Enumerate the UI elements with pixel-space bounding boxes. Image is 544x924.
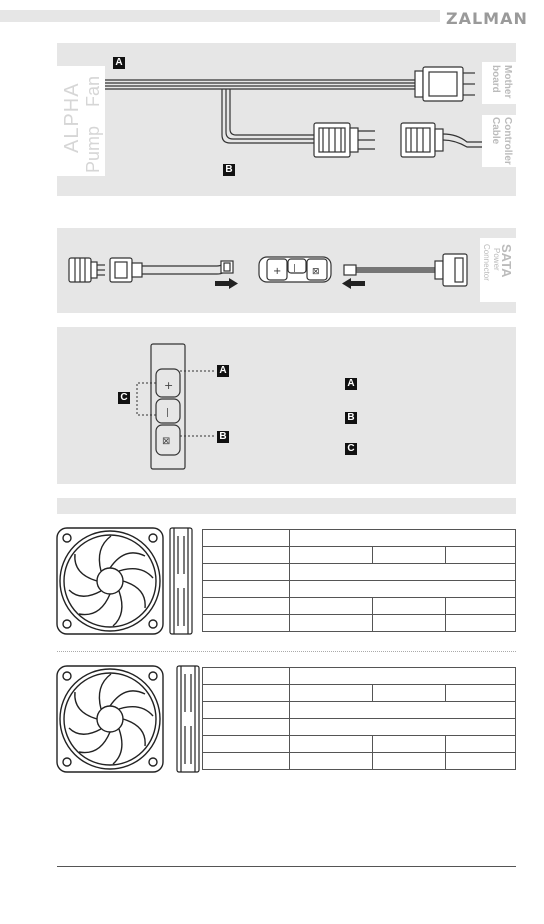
table-row — [203, 719, 516, 736]
minus-icon: | — [166, 408, 170, 418]
button-tag-a: A — [217, 365, 229, 377]
table-row — [203, 564, 516, 581]
side-label-pump: Pump — [83, 125, 103, 173]
spec-divider — [57, 651, 516, 652]
fan-front-1 — [55, 526, 165, 636]
spec-section-bar — [57, 498, 516, 514]
fan-front-2 — [55, 664, 165, 774]
table-row — [203, 753, 516, 770]
controller-wiring-diagram — [57, 228, 516, 313]
controller-label-line1: Controller — [502, 117, 513, 165]
motherboard-label-line1: Mother — [502, 65, 513, 99]
header-bar — [0, 10, 440, 22]
side-label-alpha: ALPHA — [61, 82, 83, 153]
legend-tag-c: C — [345, 443, 357, 455]
mode-icon: ⊠ — [162, 436, 171, 447]
controller-button-diagram — [57, 327, 516, 484]
table-row — [203, 547, 516, 564]
controller-wiring-panel — [57, 228, 516, 313]
table-row — [203, 530, 516, 547]
sata-label-line3: Connector — [482, 244, 491, 281]
fan-spec-table-2 — [202, 667, 516, 770]
table-row — [203, 581, 516, 598]
controller-label-line2: Cable — [490, 117, 501, 145]
arrow-right-icon — [215, 278, 238, 289]
hub-mode-icon: ⊠ — [312, 267, 320, 277]
hub-plus-icon: + — [273, 266, 282, 277]
fan-side-2 — [175, 664, 201, 774]
table-row — [203, 736, 516, 753]
legend-tag-a: A — [345, 378, 357, 390]
table-row — [203, 598, 516, 615]
brand-logo: ZALMAN — [446, 9, 528, 28]
button-tag-b: B — [217, 431, 229, 443]
cable-diagram — [57, 43, 516, 196]
tag-a-label: A — [113, 57, 125, 69]
arrow-left-icon — [342, 278, 365, 289]
table-row — [203, 615, 516, 632]
controller-buttons-panel — [57, 327, 516, 484]
fan-spec-table-1 — [202, 529, 516, 632]
table-row — [203, 702, 516, 719]
side-label-fan: Fan — [83, 75, 103, 107]
footer-rule — [57, 866, 516, 867]
connection-panel — [57, 43, 516, 196]
table-row — [203, 668, 516, 685]
button-tag-c: C — [118, 392, 130, 404]
table-row — [203, 685, 516, 702]
sata-label-line2: Power — [492, 248, 501, 271]
hub-minus-icon: | — [293, 263, 296, 272]
motherboard-label-line2: board — [490, 65, 501, 93]
legend-tag-b: B — [345, 412, 357, 424]
sata-label-line1: SATA — [499, 244, 514, 278]
tag-b-label: B — [223, 164, 235, 176]
fan-side-1 — [168, 526, 194, 636]
plus-icon: + — [164, 379, 174, 392]
